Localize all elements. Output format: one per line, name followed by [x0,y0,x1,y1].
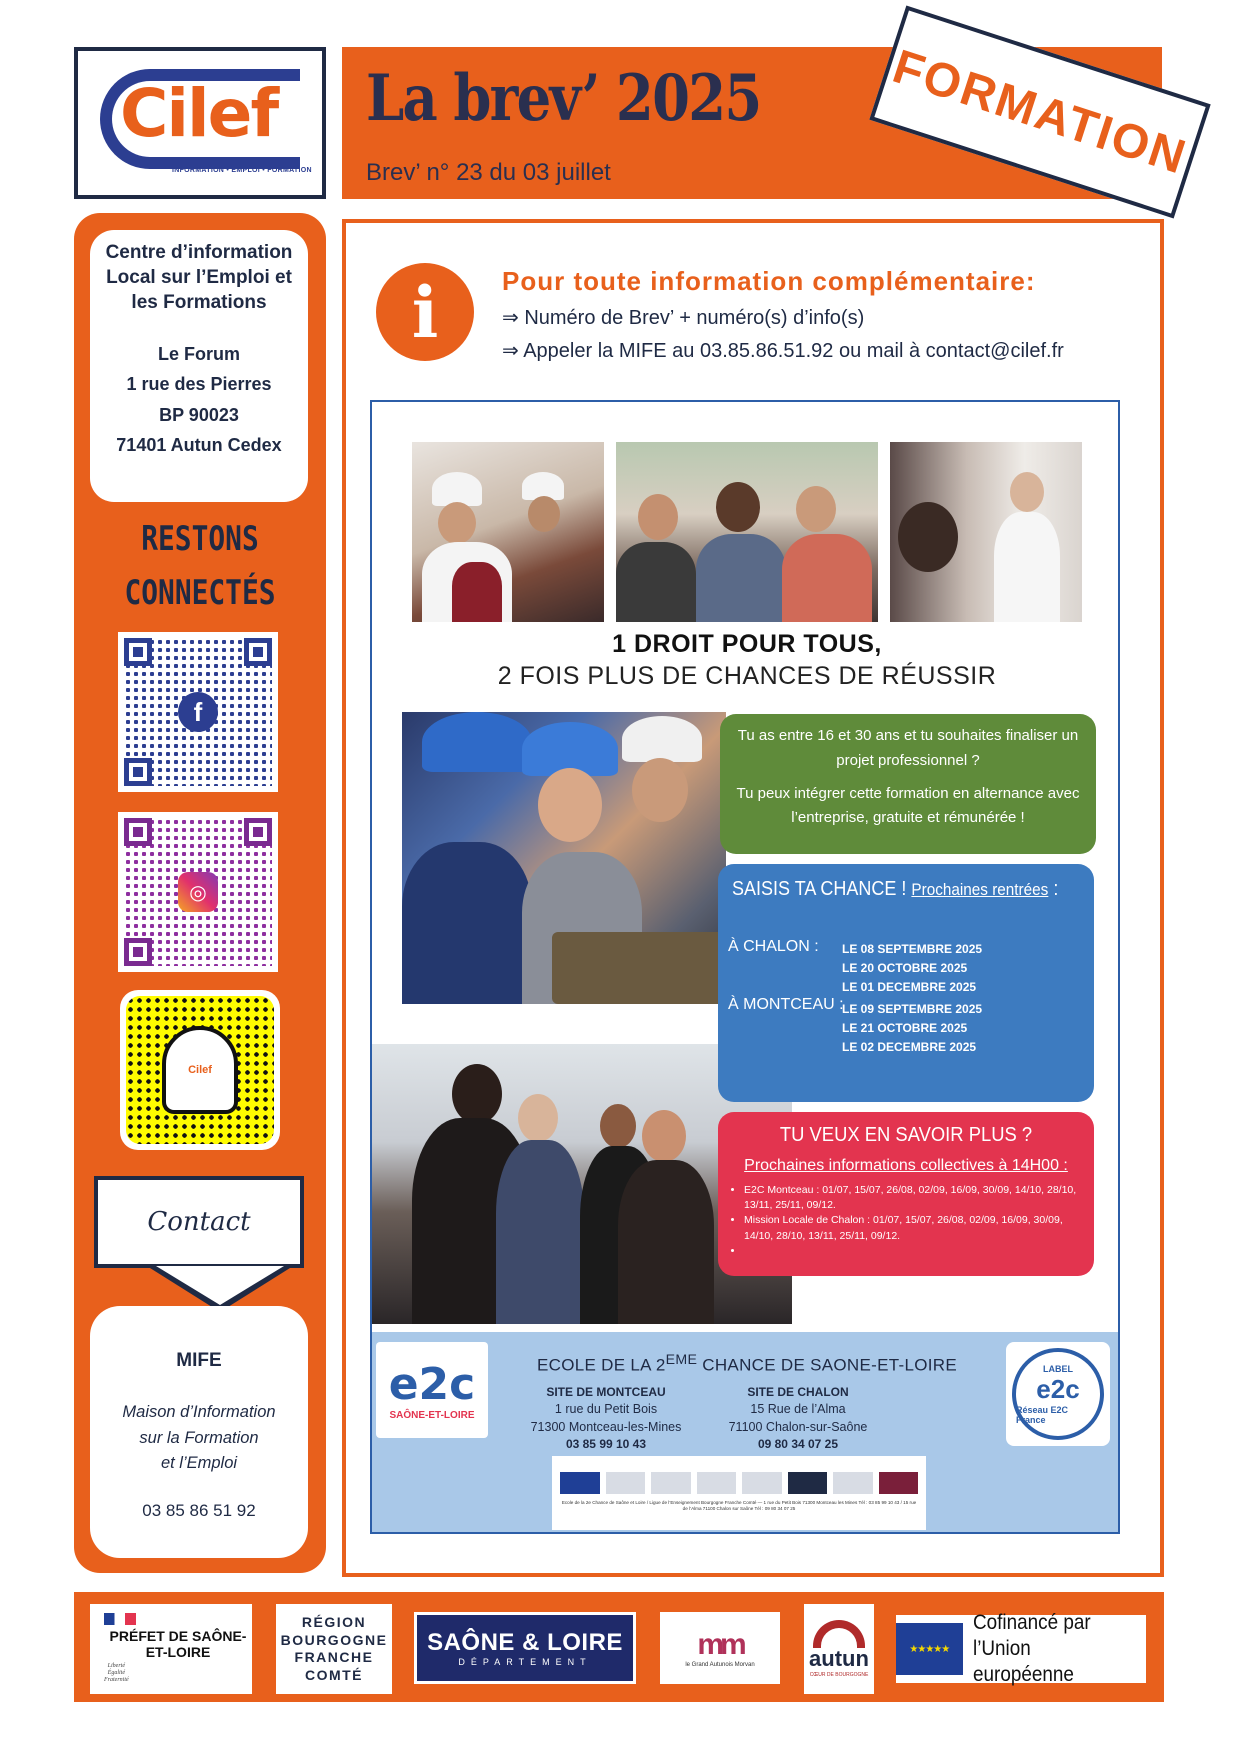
e2c-logo-sub: SAÔNE-ET-LOIRE [389,1410,475,1421]
mife-line: Maison d’Information [122,1403,276,1421]
person-head [538,768,602,842]
motto-line: Égalité [107,1670,125,1677]
hard-hat [622,716,702,762]
arrow-down-inner [156,1266,284,1305]
autun-caption: CŒUR DE BOURGOGNE [809,1672,869,1678]
qr-finder [124,818,152,846]
region-logo [276,1604,392,1694]
eu-line: Cofinancé par [972,1610,1091,1634]
person-head [716,482,760,532]
formation-stamp: FORMATION [869,5,1210,218]
partner-logos [560,1472,918,1494]
qr-pattern [124,638,272,786]
snapchat-ghost-icon: Cilef [162,1026,238,1114]
person-body [994,512,1060,622]
info-sessions-heading: TU VEUX EN SAVOIR PLUS ? [779,1124,1033,1146]
e2c-logo [376,1342,488,1438]
eligibility-question: Tu as entre 16 et 30 ans et tu souhaites finaliser un projet professionnel ? [737,727,1079,769]
region-line: BOURGOGNE [280,1631,388,1648]
person-body [782,534,872,622]
connectes-line: CONNECTÉS [124,573,276,613]
contact-label: Contact [94,1176,304,1268]
date-item: LE 01 DECEMBRE 2025 [842,980,977,995]
facebook-qr-code[interactable] [118,632,278,792]
logo-text: Cilef [120,75,278,152]
person-head [528,496,560,532]
eu-flag-icon [560,1472,600,1494]
partner-logo [651,1472,691,1494]
eu-text [973,1610,1129,1689]
date-item: LE 20 OCTOBRE 2025 [842,961,968,976]
instagram-qr-code[interactable] [118,812,278,972]
machine [552,932,726,1004]
hard-hat [422,712,532,772]
prefet-title: PRÉFET DE SAÔNE-ET-LOIRE [109,1628,247,1660]
saone-name: SAÔNE & LOIRE [427,1629,623,1656]
qr-pattern [124,818,272,966]
person-body [496,1140,584,1324]
region-line: RÉGION [301,1614,367,1630]
cilef-logo [74,47,326,199]
list-item: • Mission Locale de Chalon : 01/07, 15/07, 26/08, 02/09, 16/09, 30/09, 14/10, 28/10, 13/11, 25/11, 09/12. [744,1213,1080,1243]
mife-line: sur la Formation [139,1428,259,1447]
grand-autunois-logo [660,1612,780,1684]
french-flag-icon [104,1613,136,1625]
date-item: LE 09 SEPTEMBRE 2025 [842,1002,983,1016]
partner-logo [879,1472,919,1494]
qr-finder [124,638,152,666]
e2c-logo-text: e2c [388,1359,476,1410]
prochaines-rentrees-link[interactable]: Prochaines rentrées [911,880,1049,899]
saone-sub: DÉPARTEMENT [458,1657,592,1667]
instagram-icon: ◎ [178,872,218,912]
rentrees-heading [732,878,1059,901]
flyer-subheadline: 2 FOIS PLUS DE CHANCES DE RÉUSSIR [497,662,997,690]
chalon-label: À CHALON : [728,938,819,955]
snapchat-code[interactable] [120,990,280,1150]
person-head [518,1094,558,1142]
region-line: FRANCHE [294,1649,374,1665]
logo-tagline: INFORMATION • EMPLOI • FORMATION [172,167,312,174]
site-name: SITE DE CHALON [747,1385,849,1399]
site-street: 15 Rue de l’Alma [750,1402,846,1417]
mife-description [90,1400,308,1477]
person-head [632,758,688,822]
info-sessions-list [732,1183,1080,1259]
partners-fine-print: Ecole de la 2e Chance de Saône et Loire / Ligue de l’Enseignement Bourgogne Franche Comté — 1 rue du Petit Bois 71300 Montceau les Mines Tél : 03 85 99 10 43 / 15 rue de l’Alma 71100 Chalon sur Saône Tél : 09 80 34 07 25 [561,1500,917,1512]
partner-logo [788,1472,828,1494]
site-montceau [506,1384,706,1453]
facebook-icon: f [178,692,218,732]
mife-line: et l’Emploi [160,1454,238,1473]
gam-caption: le Grand Autunois Morvan [685,1662,755,1668]
info-line-brev: ⇒ Numéro de Brev’ + numéro(s) d’info(s) [502,307,865,329]
address-line: Le Forum [157,344,240,365]
apron [452,562,502,622]
photo-chefs [412,442,604,622]
mife-phone[interactable]: 03 85 86 51 92 [142,1500,256,1520]
person-body [616,542,696,622]
partner-logo [606,1472,646,1494]
eu-cofinance-logo [896,1610,1146,1687]
info-heading: Pour toute information complémentaire: [502,266,1036,296]
address-block [90,339,308,460]
photo-workshop [402,712,726,1004]
person-head [1010,472,1044,512]
person-body [696,534,786,622]
saone-et-loire-logo [414,1612,636,1684]
cilef-address-card [90,230,308,502]
site-city: 71100 Chalon-sur-Saône [728,1419,868,1434]
site-chalon [698,1384,898,1453]
e2c-flyer [370,400,1120,1534]
list-item-empty [744,1244,1080,1259]
label-ring [1012,1348,1104,1440]
site-name: SITE DE MONTCEAU [546,1385,666,1399]
label-mid: e2c [1036,1373,1080,1404]
mife-card [90,1306,308,1558]
date-item: LE 08 SEPTEMBRE 2025 [842,942,983,956]
address-line: 1 rue des Pierres [126,374,272,395]
info-line-contact[interactable]: ⇒ Appeler la MIFE au 03.85.86.51.92 ou mail à contact@cilef.fr [502,340,1064,362]
person-head [642,1110,686,1162]
date-item: LE 21 OCTOBRE 2025 [842,1021,968,1036]
heading-colon: : [1048,878,1059,900]
ecole-title [492,1352,1002,1376]
chalon-dates [842,940,982,998]
title-part: CHANCE DE SAONE-ET-LOIRE [697,1355,957,1375]
title-sup: EME [665,1352,698,1368]
qr-finder [244,638,272,666]
page-title: La brev’ 2025 [366,61,761,136]
person-head [452,1064,502,1124]
e2c-label-badge [1006,1342,1110,1446]
qr-finder [244,818,272,846]
issue-subtitle: Brev’ n° 23 du 03 juillet [366,159,611,186]
mife-title: MIFE [176,1350,222,1371]
label-bottom: Réseau E2C France [1016,1404,1069,1425]
person-head [638,494,678,540]
autun-name: autun [809,1646,869,1671]
region-line: COMTÉ [304,1666,364,1683]
snap-pattern [126,996,274,1144]
photo-meeting [616,442,878,622]
prefet-motto [104,1663,129,1685]
site-city: 71300 Montceau-les-Mines [530,1419,682,1434]
person-head [438,502,476,544]
saisis-ta-chance: SAISIS TA CHANCE ! [732,878,907,900]
partner-logo [833,1472,873,1494]
autun-arc-icon [813,1620,865,1648]
chef-hat [432,472,482,506]
info-sessions-box [718,1112,1094,1276]
person-head [898,502,958,572]
eligibility-box [720,714,1096,854]
site-street: 1 rue du Petit Bois [554,1402,658,1417]
eu-line: l’Union européenne [972,1636,1074,1687]
flyer-headline: 1 DROIT POUR TOUS, [612,630,882,658]
restons-line: RESTONS [141,519,259,559]
site-phone[interactable]: 03 85 99 10 43 [565,1436,647,1451]
partner-logo [697,1472,737,1494]
qr-finder [124,758,152,786]
title-part: ECOLE DE LA 2 [537,1355,666,1375]
address-line: 71401 Autun Cedex [116,434,282,455]
address-line: BP 90023 [159,404,239,425]
prefet-logo [90,1604,252,1694]
date-item: LE 02 DECEMBRE 2025 [842,1040,977,1055]
cilef-full-name: Centre d’information Local sur l’Emploi et les Formations [105,242,293,314]
autun-logo [804,1604,874,1694]
site-phone[interactable]: 09 80 34 07 25 [757,1436,839,1451]
person-body [402,842,532,1004]
motto-line: Fraternité [104,1677,129,1684]
photo-presentation [890,442,1082,622]
restons-connectes-heading [97,512,304,620]
motto-line: Liberté [107,1663,125,1670]
info-icon: i [376,263,474,361]
partner-logo [742,1472,782,1494]
person-head [796,486,836,532]
person-body [618,1160,714,1324]
montceau-dates [842,1000,982,1058]
list-item: • E2C Montceau : 01/07, 15/07, 26/08, 02/09, 16/09, 30/09, 14/10, 28/10, 13/11, 25/11, 09/12. [744,1183,1080,1213]
eligibility-answer: Tu peux intégrer cette formation en alternance avec l’entreprise, gratuite et rémunérée ! [736,784,1080,827]
info-sessions-sub: Prochaines informations collectives à 14H00 : [744,1157,1068,1174]
partners-strip [552,1456,926,1530]
gam-mark: mm [697,1628,743,1661]
rentrees-box [718,864,1094,1102]
eu-flag-icon: ★★★★★ [896,1623,963,1675]
person-head [600,1104,636,1148]
qr-finder [124,938,152,966]
label-top: LABEL [1043,1363,1073,1374]
montceau-label: À MONTCEAU : [728,996,844,1013]
